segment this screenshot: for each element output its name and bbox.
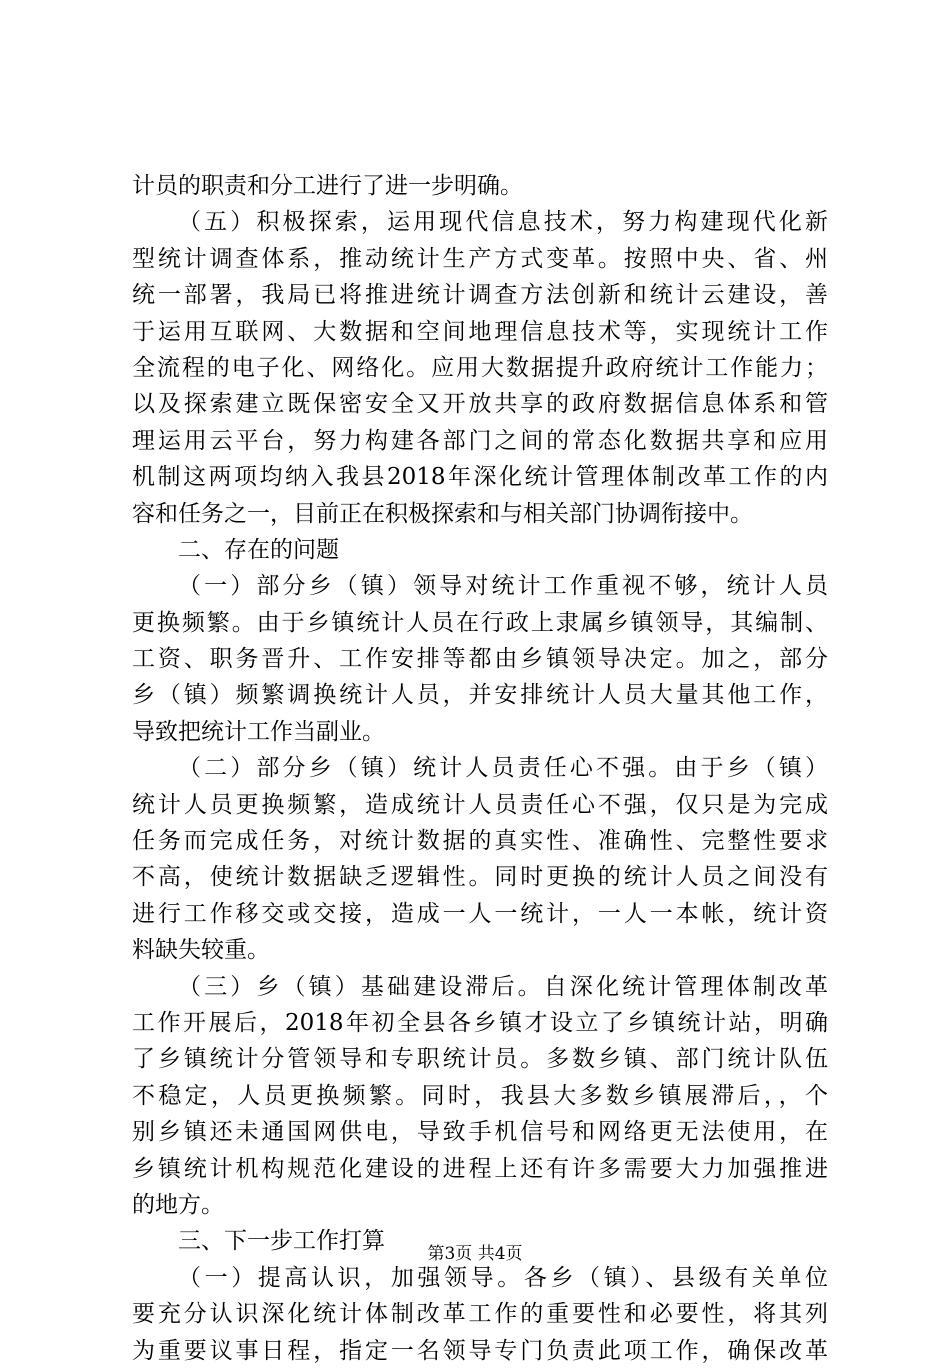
text-line: 工资、职务晋升、工作安排等都由乡镇领导决定。加之，部分: [132, 646, 828, 673]
text-line: 任务而完成任务，对统计数据的真实性、准确性、完整性要求: [132, 828, 828, 855]
page-number: 第3页 共4页: [427, 1244, 523, 1264]
page-footer: [0, 1242, 950, 1266]
section-heading: 二、存在的问题: [178, 536, 339, 563]
text-line: 型统计调查体系，推动统计生产方式变革。按照中央、省、州: [132, 245, 828, 272]
text-line: （五）积极探索，运用现代信息技术，努力构建现代化新: [178, 209, 828, 236]
text-line: 统一部署，我局已将推进统计调查方法创新和统计云建设，善: [132, 282, 828, 309]
text-line: 进行工作移交或交接，造成一人一统计，一人一本帐，统计资: [132, 900, 828, 927]
text-line: 统计人员更换频繁，造成统计人员责任心不强，仅只是为完成: [132, 791, 828, 818]
text-line: （一）部分乡（镇）领导对统计工作重视不够，统计人员: [178, 573, 828, 600]
text-line: 全流程的电子化、网络化。应用大数据提升政府统计工作能力；: [132, 354, 828, 381]
text-line: 工作开展后，2018年初全县各乡镇才设立了乡镇统计站，明确: [132, 1009, 828, 1036]
text-line: 乡镇统计机构规范化建设的进程上还有许多需要大力加强推进: [132, 1155, 828, 1182]
text-line: 不高，使统计数据缺乏逻辑性。同时更换的统计人员之间没有: [132, 864, 828, 891]
text-line: 不稳定，人员更换频繁。同时，我县大多数乡镇展滞后，，个: [132, 1082, 828, 1109]
text-line: （三）乡（镇）基础建设滞后。自深化统计管理体制改革: [178, 973, 828, 1000]
text-line: 容和任务之一，目前正在积极探索和与相关部门协调衔接中。: [132, 500, 753, 527]
section-heading: 三、下一步工作打算: [178, 1228, 385, 1255]
text-line: 更换频繁。由于乡镇统计人员在行政上隶属乡镇领导，其编制、: [132, 609, 828, 636]
text-line: 了乡镇统计分管领导和专职统计员。多数乡镇、部门统计队伍: [132, 1046, 828, 1073]
text-line: 为重要议事日程，指定一名领导专门负责此项工作，确保改革: [132, 1337, 828, 1364]
text-line: 理运用云平台，努力构建各部门之间的常态化数据共享和应用: [132, 427, 828, 454]
text-line: 的地方。: [132, 1191, 224, 1218]
text-line: （一）提高认识，加强领导。各乡（镇）、县级有关单位: [178, 1264, 828, 1291]
document-body: [132, 168, 828, 1369]
text-line: 别乡镇还未通国网供电，导致手机信号和网络更无法使用，在: [132, 1119, 828, 1146]
text-line: 料缺失较重。: [132, 937, 270, 964]
text-line: 乡（镇）频繁调换统计人员，并安排统计人员大量其他工作，: [132, 682, 828, 709]
text-line: 以及探索建立既保密安全又开放共享的政府数据信息体系和管: [132, 391, 828, 418]
text-line: 导致把统计工作当副业。: [132, 718, 385, 745]
text-line: 计员的职责和分工进行了进一步明确。: [132, 173, 523, 199]
text-line: 于运用互联网、大数据和空间地理信息技术等，实现统计工作: [132, 318, 828, 345]
text-line: 机制这两项均纳入我县2018年深化统计管理体制改革工作的内: [132, 464, 828, 491]
text-line: 要充分认识深化统计体制改革工作的重要性和必要性，将其列: [132, 1301, 828, 1328]
text-line: （二）部分乡（镇）统计人员责任心不强。由于乡（镇）: [178, 755, 828, 782]
